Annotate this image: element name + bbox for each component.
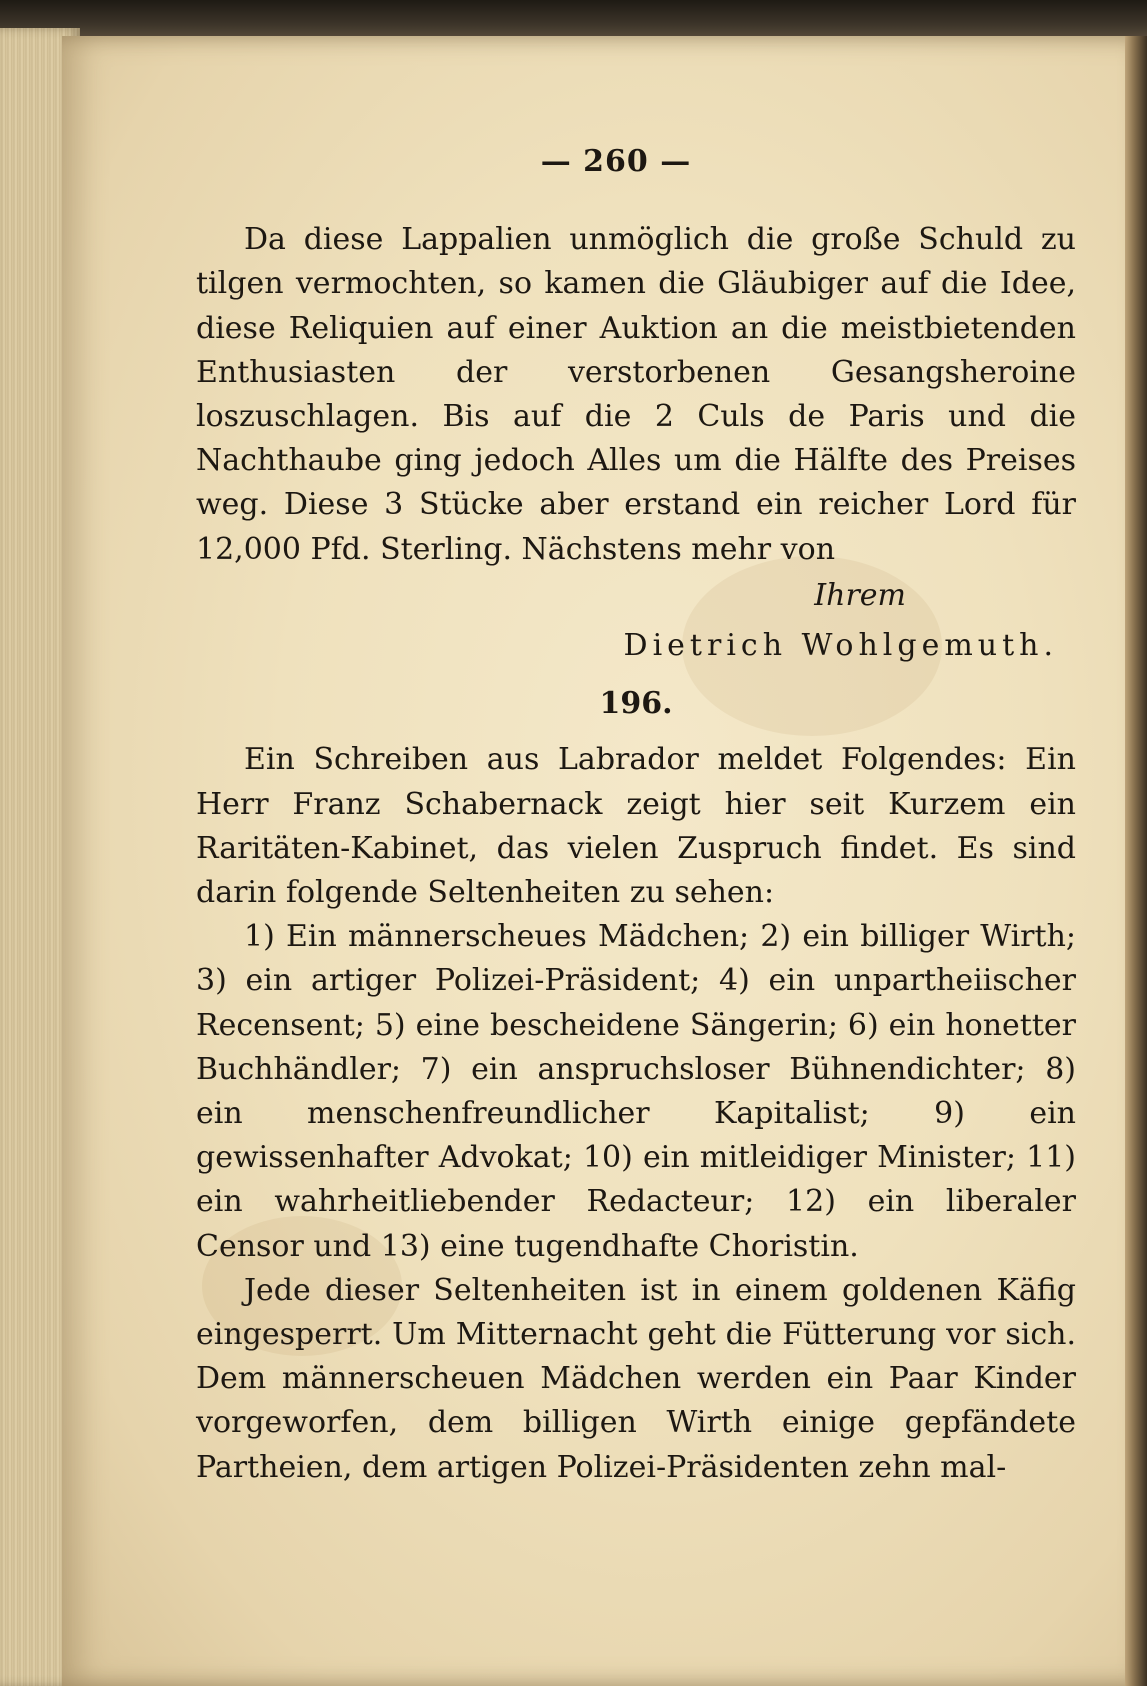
article-number: 196. [599, 686, 673, 722]
book-top-edge [0, 0, 1147, 40]
article-196-closing-paragraph: Jede dieser Seltenheiten ist in einem goldenen Käfig eingesperrt. Um Mitternacht geht die Fütterung vor sich. Dem männerscheuen Mädchen werden ein Paar Kinder vorgeworfen, dem billigen Wirth einige gepfändete Partheien, dem artigen Polizei-Präsidenten zehn mal- [196, 1272, 1076, 1485]
page-text [196, 140, 1076, 1490]
page-number: — 260 — [540, 144, 692, 179]
article-195-paragraph: Da diese Lappalien unmöglich die große Schuld zu tilgen vermochten, so kamen die Gläubiger auf die Idee, diese Reliquien auf einer Auktion an die meistbietenden Enthusiasten der verstorbenen Gesangsheroine loszuschlagen. Bis auf die 2 Culs de Paris und die Nachthaube ging jedoch Alles um die Hälfte des Preises weg. Diese 3 Stücke aber erstand ein reicher Lord für 12,000 Pfd. Sterling. Nächstens mehr von [196, 222, 1076, 567]
page-right-edge [1125, 36, 1147, 1686]
author-signature: Dietrich Wohlgemuth. [623, 628, 1058, 664]
article-196-list: 1) Ein männerscheues Mädchen; 2) ein billiger Wirth; 3) ein artiger Polizei-Präsident; 4) ein unpartheiischer Recensent; 5) eine bescheidene Sängerin; 6) ein honetter Buchhändler; 7) ein anspruchsloser Bühnendichter; 8) ein menschenfreundlicher Kapitalist; 9) ein gewissenhafter Advokat; 10) ein mitleidiger Minister; 11) ein wahrheitliebender Redacteur; 12) ein liberaler Censor und 13) eine tugendhafte Choristin. [196, 919, 1076, 1264]
letter-closing: Ihrem [814, 577, 906, 613]
article-196-intro: Ein Schreiben aus Labrador meldet Folgendes: Ein Herr Franz Schabernack zeigt hier seit Kurzem ein Raritäten-Kabinet, das vielen Zuspruch findet. Es sind darin folgende Seltenheiten zu sehen: [196, 742, 1076, 911]
